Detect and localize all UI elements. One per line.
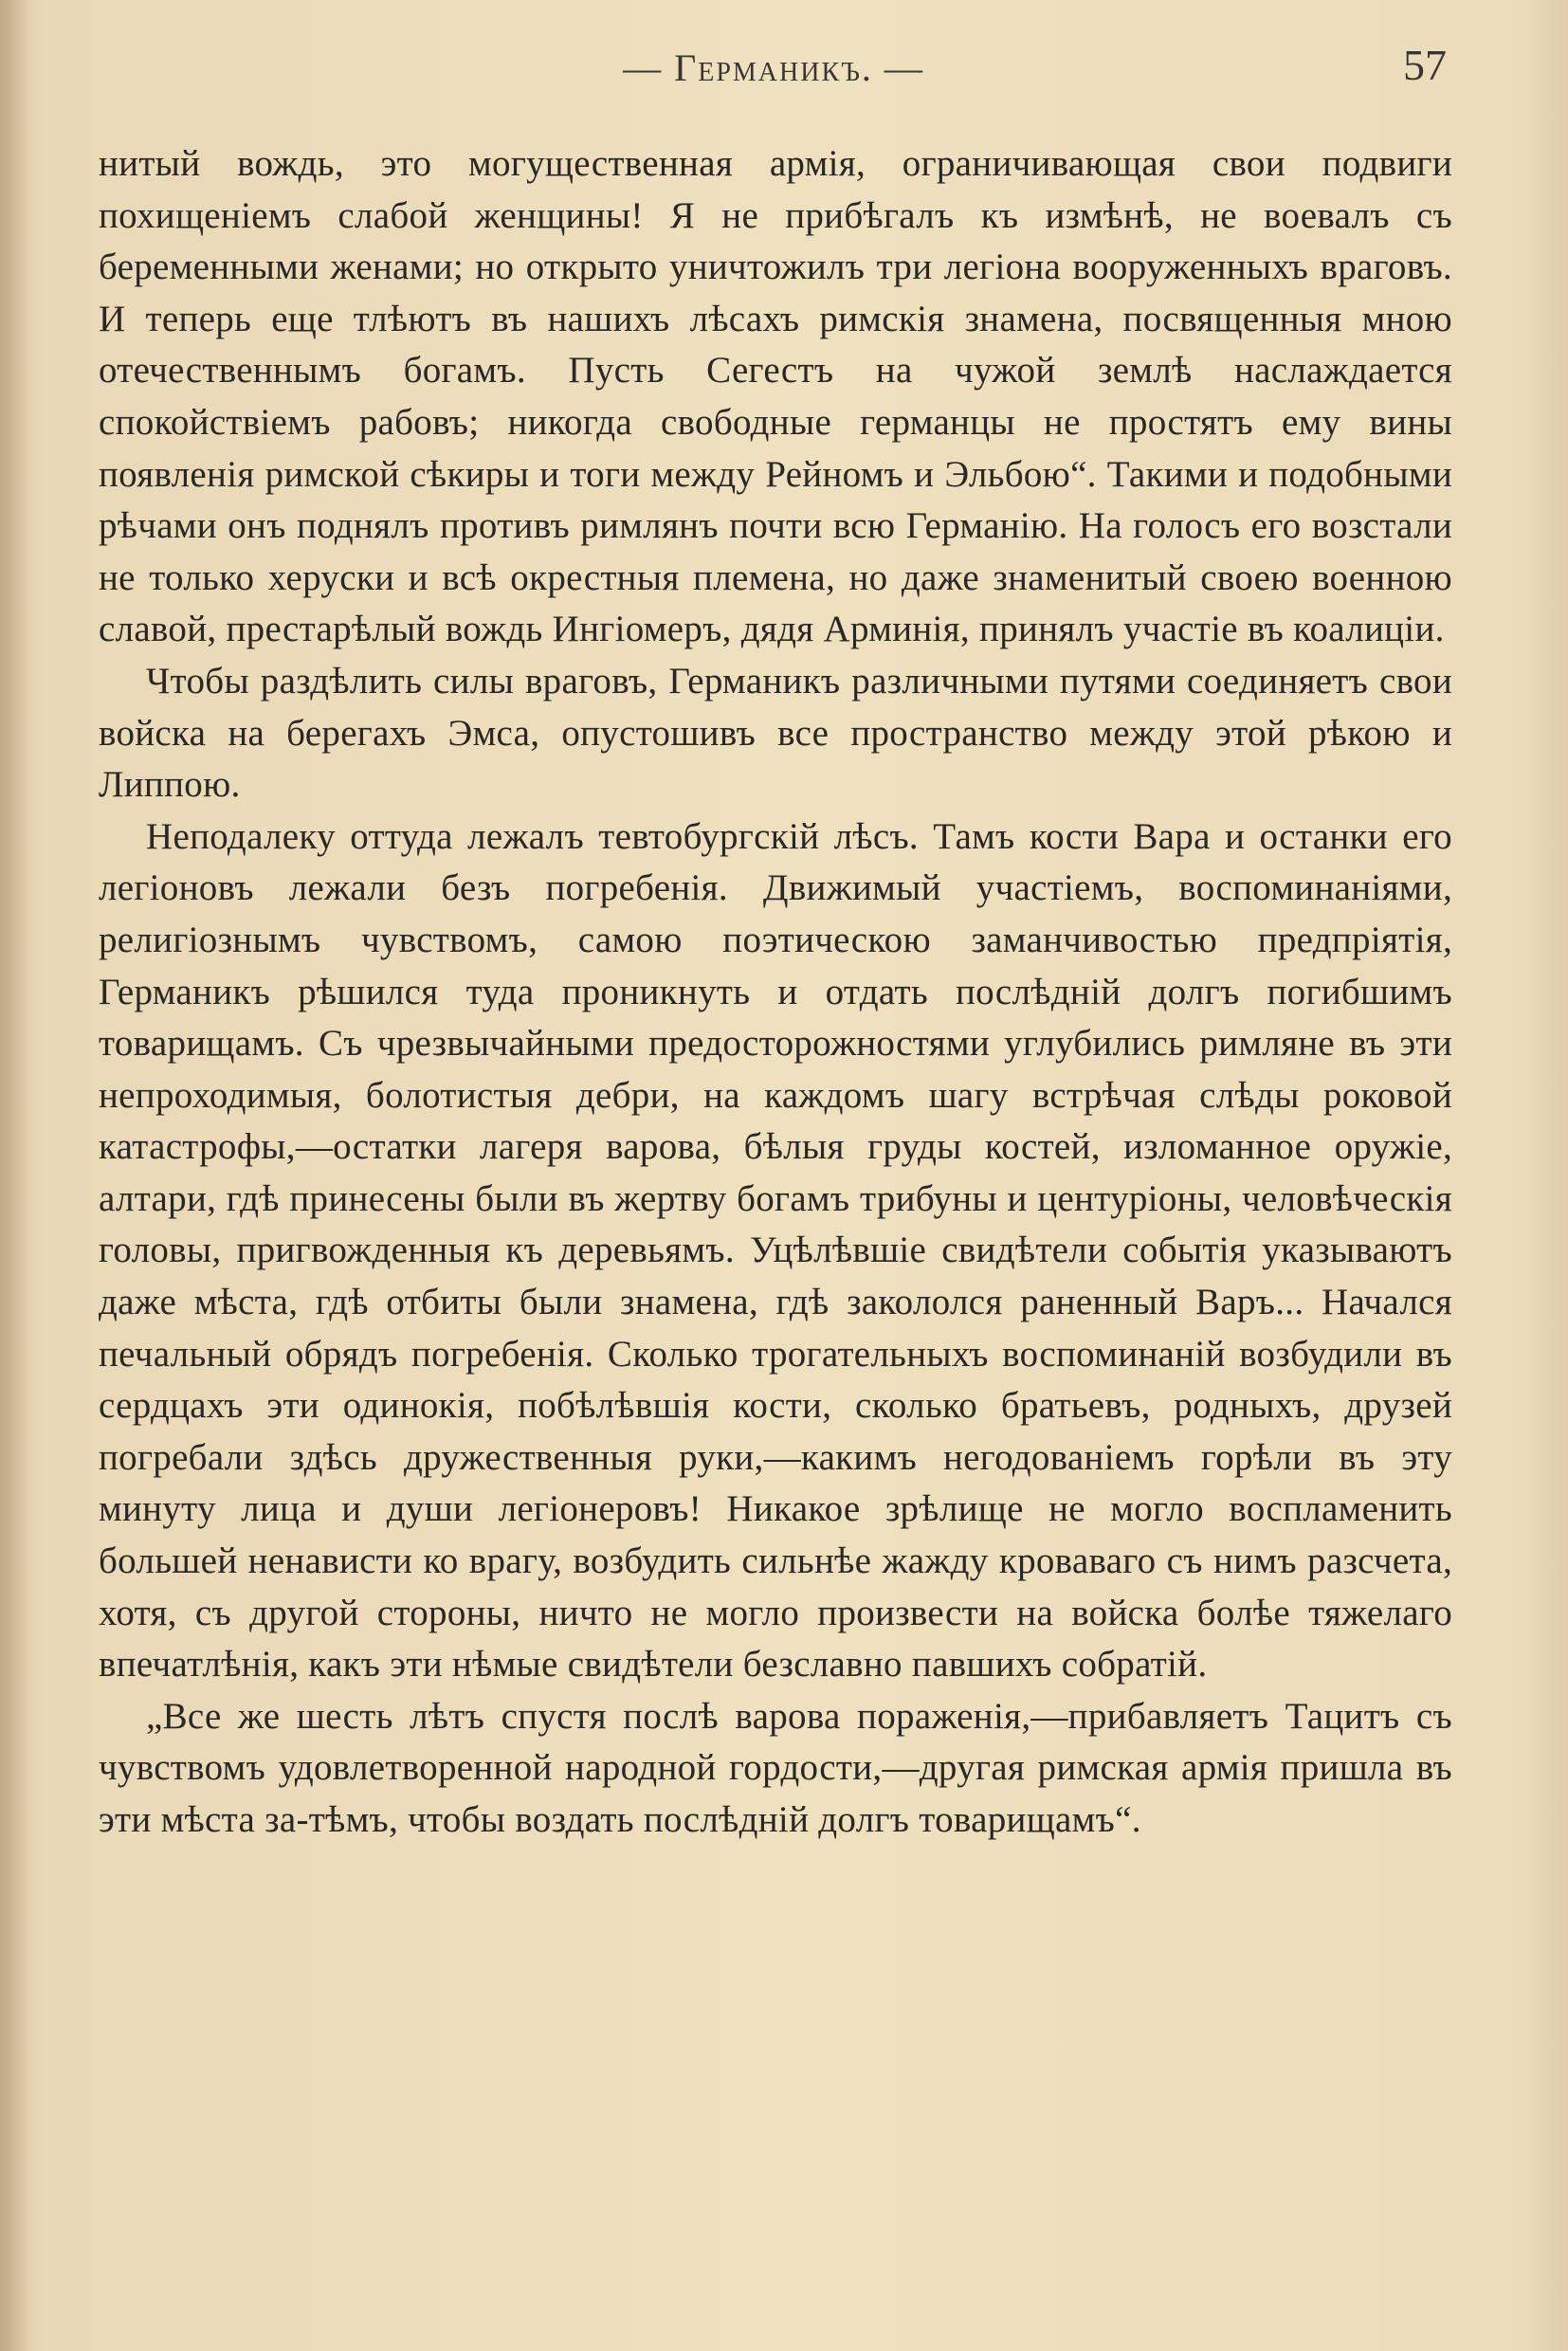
paragraph: Чтобы раздѣлить силы враговъ, Германикъ различными путями соединяетъ свои войска на берегахъ Эмса, опустошивъ все пространство между этой рѣкою и Липпою. [99, 660, 1452, 806]
paragraph: Неподалеку оттуда лежалъ тевтобургскій лѣсъ. Тамъ кости Вара и останки его легіоновъ лежали безъ погребенія. Движимый участіемъ, воспоминаніями, религіознымъ чувствомъ, самою поэтическою заманчивостью предпріятія, Германикъ рѣшился туда проникнуть и отдать послѣдній долгъ погибшимъ товарищамъ. Съ чрезвычайными предосторожностями углубились римляне въ эти непроходимыя, болотистыя дебри, на каждомъ шагу встрѣчая слѣды роковой катастрофы,—остатки лагеря варова, бѣлыя груды костей, изломанное оружіе, алтари, гдѣ принесены были въ жертву богамъ трибуны и центуріоны, человѣческія головы, пригвожденныя къ деревьямъ. Уцѣлѣвшіе свидѣтели событія указываютъ даже мѣста, гдѣ отбиты были знамена, гдѣ закололся раненный Варъ... Начался печальный обрядъ погребенія. Сколько трогательныхъ воспоминаній возбудили въ сердцахъ эти одинокія, побѣлѣвшія кости, сколько братьевъ, родныхъ, друзей погребали здѣсь дружественныя руки,—какимъ негодованіемъ горѣли въ эту минуту лица и души легіонеровъ! Никакое зрѣлище не могло воспламенить большей ненависти ко врагу, возбудить сильнѣе жажду кроваваго съ нимъ разсчета, хотя, съ другой стороны, ничто не могло произвести на войска болѣе тяжелаго впечатлѣнія, какъ эти нѣмые свидѣтели безславно павшихъ собратій. [99, 815, 1452, 1686]
page-number: 57 [1403, 41, 1447, 89]
spine-shadow [0, 0, 32, 2351]
running-title: — Германикъ. — [623, 46, 924, 89]
body-text [99, 138, 1452, 1847]
paragraph: „Все же шесть лѣтъ спустя послѣ варова пораженія,—прибавляетъ Тацитъ съ чувствомъ удовлетворенной народной гордости,—другая римская армія пришла въ эти мѣста за-тѣмъ, чтобы воздать послѣдній долгъ товарищамъ“. [99, 1695, 1452, 1840]
page-header [100, 36, 1447, 102]
paragraph: нитый вождь, это могущественная армія, ограничивающая свои подвиги похищеніемъ слабой женщины! Я не прибѣгалъ къ измѣнѣ, не воевалъ съ беременными женами; но открыто уничтожилъ три легіона вооруженныхъ враговъ. И теперь еще тлѣютъ въ нашихъ лѣсахъ римскія знамена, посвященныя мною отечественнымъ богамъ. Пусть Сегестъ на чужой землѣ наслаждается спокойствіемъ рабовъ; никогда свободные германцы не простятъ ему вины появленія римской сѣкиры и тоги между Рейномъ и Эльбою“. Такими и подобными рѣчами онъ поднялъ противъ римлянъ почти всю Германію. На голосъ его возстали не только херуски и всѣ окрестныя племена, но даже знаменитый своею военною славой, престарѣлый вождь Ингіомеръ, дядя Арминія, принялъ участіе въ коалиціи. [99, 143, 1452, 650]
